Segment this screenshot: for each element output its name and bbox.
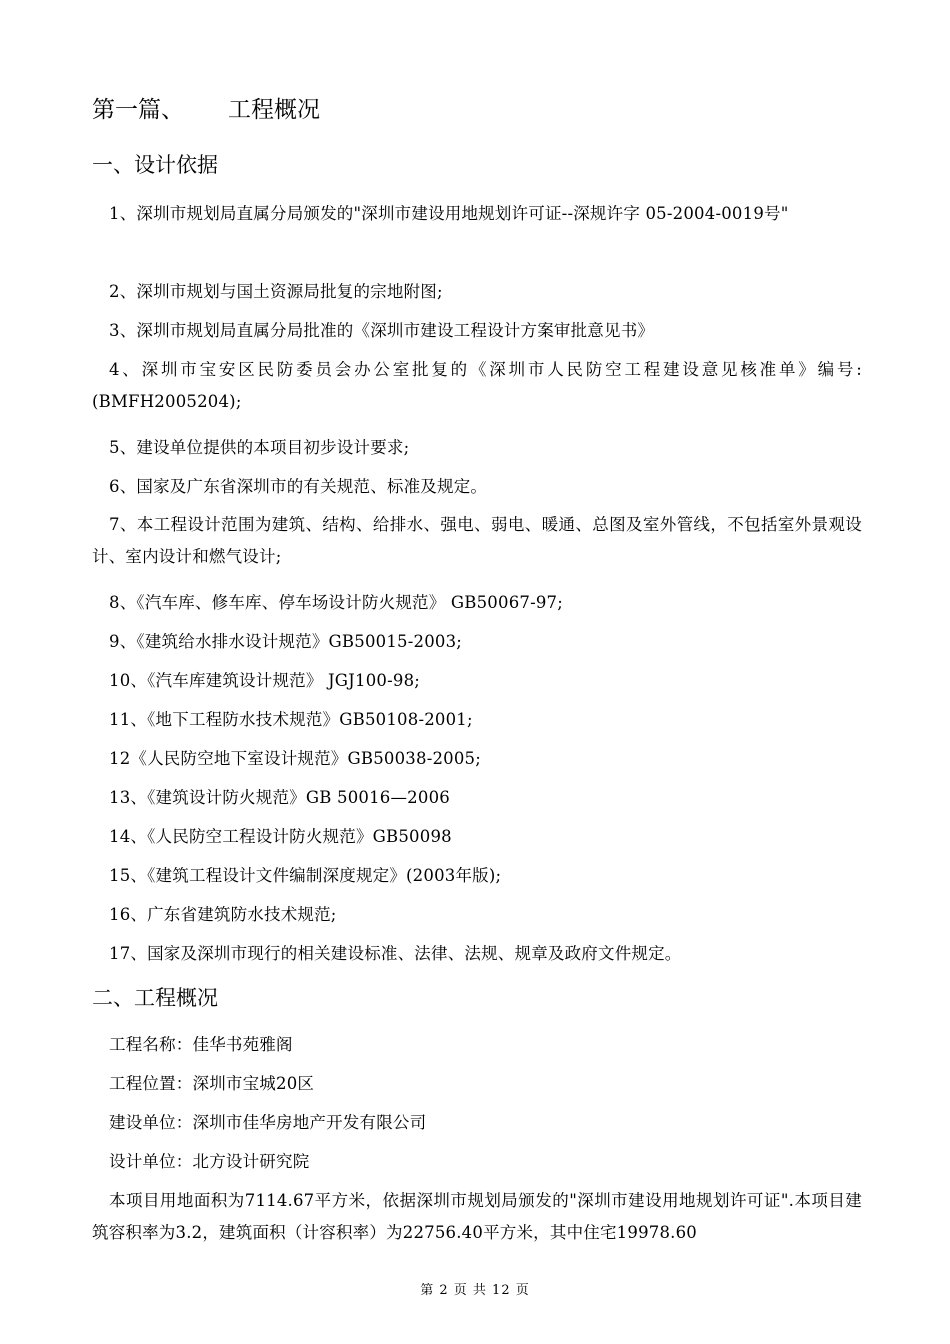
project-location: 工程位置：深圳市宝城20区 (109, 1074, 315, 1093)
basis-item-1: 1、深圳市规划局直属分局颁发的"深圳市建设用地规划许可证--深规许字 05-2004-0019号" (109, 204, 789, 223)
project-designer: 设计单位：北方设计研究院 (109, 1152, 310, 1171)
basis-item-7: 7、本工程设计范围为建筑、结构、给排水、强电、弱电、暖通、总图及室外管线，不包括室外景观设计、室内设计和燃气设计; (92, 515, 862, 566)
basis-item-9: 9、《建筑给水排水设计规范》GB50015-2003; (109, 632, 463, 651)
basis-item-5: 5、建设单位提供的本项目初步设计要求; (109, 438, 410, 457)
chapter-label: 第一篇、 (92, 97, 184, 123)
basis-item-8: 8、《汽车库、修车库、停车场设计防火规范》 GB50067-97; (109, 593, 564, 612)
basis-item-4: 4、深圳市宝安区民防委员会办公室批复的《深圳市人民防空工程建设意见核准单》编号:(BMFH2005204); (92, 360, 862, 411)
section-heading-overview: 二、工程概况 (92, 986, 218, 1010)
project-owner: 建设单位：深圳市佳华房地产开发有限公司 (109, 1113, 427, 1132)
chapter-title (92, 92, 320, 128)
basis-item-6: 6、国家及广东省深圳市的有关规范、标准及规定。 (109, 477, 488, 496)
page-footer: 第 2 页 共 12 页 (420, 1283, 530, 1298)
basis-item-17: 17、国家及深圳市现行的相关建设标准、法律、法规、规章及政府文件规定。 (109, 944, 682, 963)
project-name: 工程名称：佳华书苑雅阁 (109, 1035, 293, 1054)
basis-item-2: 2、深圳市规划与国土资源局批复的宗地附图; (109, 282, 443, 301)
basis-item-15: 15、《建筑工程设计文件编制深度规定》(2003年版); (109, 866, 502, 885)
basis-item-16: 16、广东省建筑防水技术规范; (109, 905, 337, 924)
chapter-name: 工程概况 (228, 97, 320, 123)
basis-item-12: 12《人民防空地下室设计规范》GB50038-2005; (109, 749, 482, 768)
basis-item-10: 10、《汽车库建筑设计规范》 JGJ100-98; (109, 671, 421, 690)
basis-item-13: 13、《建筑设计防火规范》GB 50016—2006 (109, 788, 450, 807)
section-heading-design-basis: 一、设计依据 (92, 153, 218, 177)
project-summary: 本项目用地面积为7114.67平方米，依据深圳市规划局颁发的"深圳市建设用地规划许可证".本项目建筑容积率为3.2，建筑面积（计容积率）为22756.40平方米，其中住宅19978.60 (92, 1191, 862, 1242)
basis-item-14: 14、《人民防空工程设计防火规范》GB50098 (109, 827, 452, 846)
basis-item-3: 3、深圳市规划局直属分局批准的《深圳市建设工程设计方案审批意见书》 (109, 321, 655, 340)
basis-item-11: 11、《地下工程防水技术规范》GB50108-2001; (109, 710, 473, 729)
